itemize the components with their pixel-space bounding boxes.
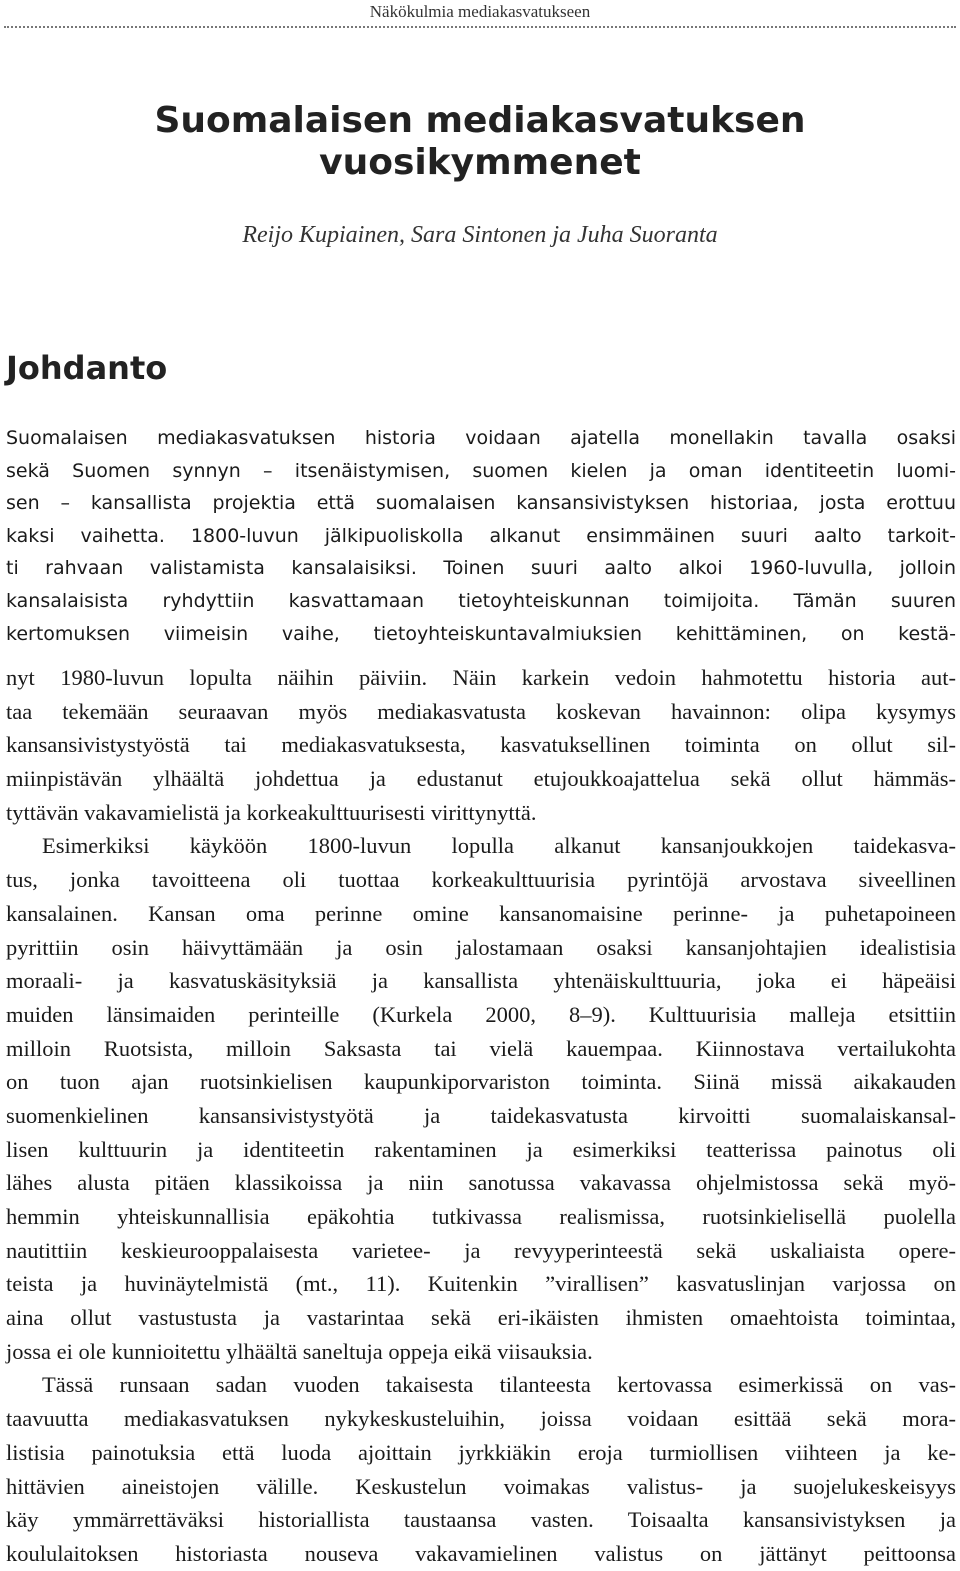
header-dotted-rule [4, 26, 956, 28]
text-line: Tässä runsaan sadan vuoden takaisesta tilanteesta kertovassa esimerkissä on vas- [42, 1372, 956, 1398]
text-line: sekä Suomen synnyn – itsenäistymisen, suomen kielen ja oman identiteetin luomi- [6, 459, 956, 482]
text-line: suomenkielinen kansansivistystyötä ja taidekasvatusta kirvoitti suomalaiskansal- [6, 1102, 956, 1128]
text-line: ti rahvaan valistamista kansalaisiksi. Toinen suuri aalto alkoi 1960-luvulla, jolloin [6, 557, 956, 580]
text-line: pyrittiin osin häivyttämään ja osin jalostamaan osaksi kansanjohtajien idealistisia [6, 934, 956, 960]
text-line: nyt 1980-luvun lopulta näihin päiviin. Näin karkein vedoin hahmotettu historia aut- [6, 665, 956, 690]
text-line: kansalainen. Kansan oma perinne omine kansanomaisine perinne- ja puhetapoineen [6, 900, 956, 926]
text-line: koululaitoksen historiasta nouseva vakavamielinen valistus on jättänyt peittoonsa [6, 1540, 956, 1566]
text-line: taavuutta mediakasvatuksen nykykeskusteluihin, joissa voidaan esittää sekä mora- [6, 1406, 956, 1432]
text-line: aina ollut vastustusta ja vastarintaa sekä eri-ikäisten ihmisten omaehtoista toimintaa, [6, 1305, 956, 1331]
intro-paragraph [6, 422, 956, 650]
text-line: käy ymmärrettäväksi historiallista taustaansa vasten. Toisaalta kansansivistyksen ja [6, 1507, 956, 1533]
text-line: teista ja huvinäytelmistä (mt., 11). Kuitenkin ”virallisen” kasvatuslinjan varjossa on [6, 1271, 956, 1297]
section-heading: Johdanto [6, 349, 168, 387]
article-authors: Reijo Kupiainen, Sara Sintonen ja Juha Suoranta [242, 222, 718, 248]
title-line-1: Suomalaisen mediakasvatuksen [154, 100, 806, 141]
text-line: listisia painotuksia että luoda ajoittain jyrkkiäkin eroja turmiollisen viihteen ja ke- [6, 1439, 956, 1465]
text-line: kansalaisista ryhdyttiin kasvattamaan tietoyhteiskunnan toimijoita. Tämän suuren [6, 589, 956, 612]
text-line: milloin Ruotsista, milloin Saksasta tai vielä kauempaa. Kiinnostava vertailukohta [6, 1035, 956, 1061]
text-line: sen – kansallista projektia että suomalaisen kansansivistyksen historiaa, josta erottuu [6, 492, 956, 515]
text-line: miinpistävän ylhäältä johdettua ja edustanut etujoukkoajattelua sekä ollut hämmäs- [6, 766, 956, 792]
text-line: tus, jonka tavoitteena oli tuottaa korkeakulttuurisia pyrintöjä arvostava siveellinen [6, 867, 956, 893]
text-line: muiden länsimaiden perinteille (Kurkela 2000, 8–9). Kulttuurisia malleja etsittiin [6, 1001, 956, 1027]
text-line: moraali- ja kasvatuskäsityksiä ja kansallista yhtenäiskulttuuria, joka ei häpeäisi [6, 968, 956, 994]
running-header: Näkökulmia mediakasvatukseen [369, 2, 591, 21]
text-line: jossa ei ole kunnioitettu ylhäältä saneltuja oppeja eikä viisauksia. [6, 1338, 593, 1364]
text-line: Esimerkiksi käyköön 1800-luvun lopulla alkanut kansanjoukkojen taidekasva- [42, 833, 956, 859]
text-line: lisen kulttuurin ja identiteetin rakentaminen ja esimerkiksi teatterissa painotus oli [6, 1136, 956, 1162]
text-line: Suomalaisen mediakasvatuksen historia voidaan ajatella monellakin tavalla osaksi [6, 427, 956, 449]
text-line: tyttävän vakavamielistä ja korkeakulttuurisesti virittynyttä. [6, 799, 537, 825]
text-line: kertomuksen viimeisin vaihe, tietoyhteiskuntavalmiuksien kehittäminen, on kestä- [6, 622, 956, 645]
text-line: kansansivistystyöstä tai mediakasvatuksesta, kasvatuksellinen toiminta on ollut sil- [6, 732, 956, 758]
text-line: hittävien aineistojen välille. Keskustelun voimakas valistus- ja suojelukeskeisyys [6, 1473, 956, 1499]
text-line: hemmin yhteiskunnallisia epäkohtia tutkivassa realismissa, ruotsinkielisellä puolella [6, 1204, 956, 1229]
text-line: on tuon ajan ruotsinkielisen kaupunkiporvariston toiminta. Siinä missä aikakauden [6, 1069, 956, 1095]
title-line-2: vuosikymmenet [319, 142, 641, 183]
text-line: lähes alusta pitäen klassikoissa ja niin sanotussa vakavassa ohjelmistossa sekä myö- [6, 1170, 956, 1196]
article-title [0, 100, 960, 184]
text-line: taa tekemään seuraavan myös mediakasvatusta koskevan havainnon: olipa kysymys [6, 698, 956, 724]
body-text [6, 661, 956, 1571]
text-line: nautittiin keskieurooppalaisesta varietee- ja revyyperinteestä sekä uskaliaista opere- [6, 1237, 956, 1263]
text-line: kaksi vaihetta. 1800-luvun jälkipuoliskolla alkanut ensimmäinen suuri aalto tarkoit- [6, 524, 956, 547]
